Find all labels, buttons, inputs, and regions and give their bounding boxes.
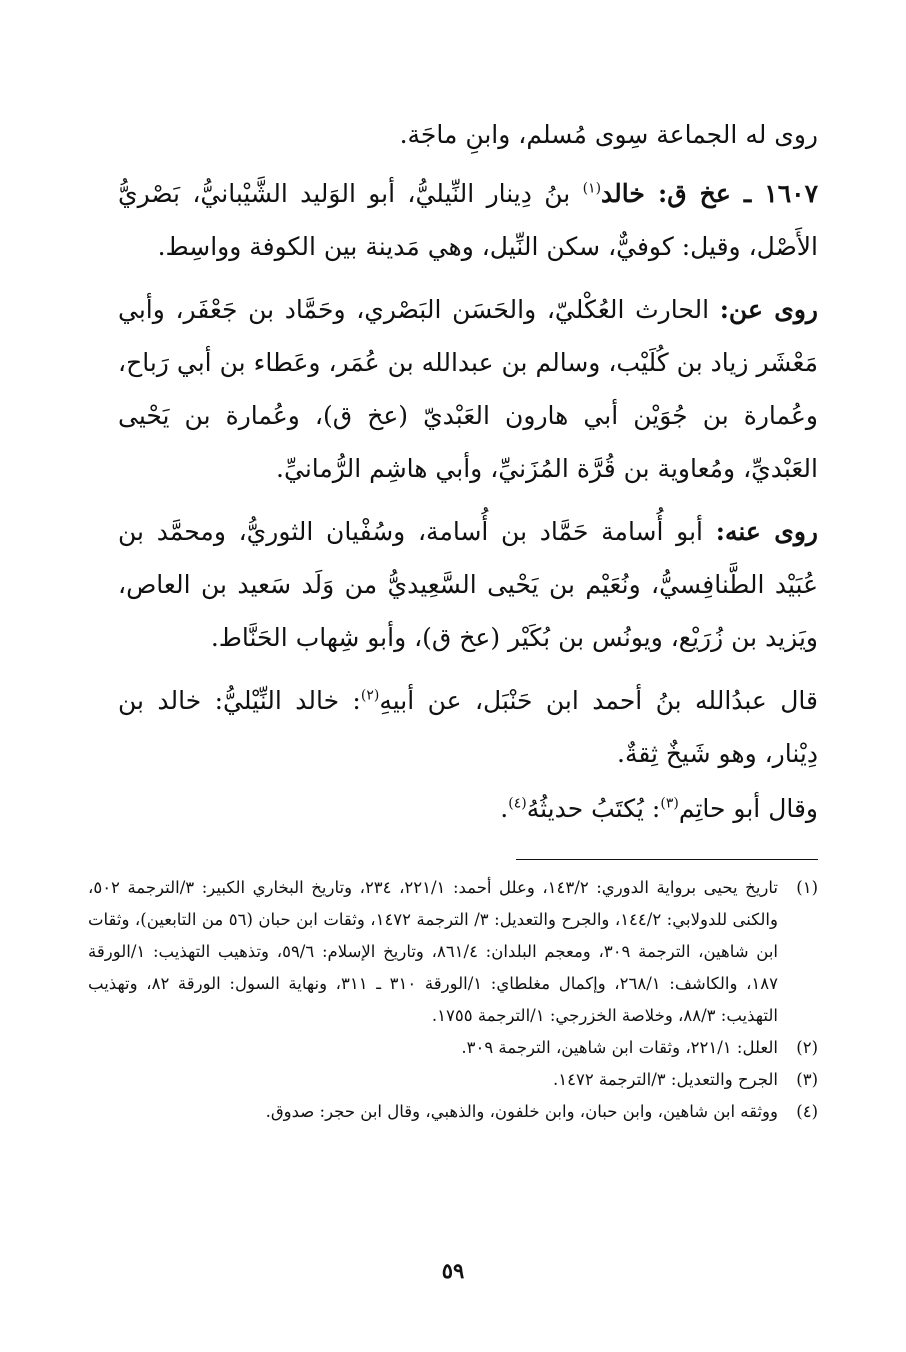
footnote-text: الجرح والتعديل: ٣/الترجمة ١٤٧٢.	[552, 1070, 778, 1089]
footnote-1	[88, 872, 818, 1032]
footnote-3	[88, 1064, 818, 1096]
narrated-from-label: روى عن:	[719, 295, 818, 324]
quote-abu-hatim-paragraph	[118, 782, 818, 835]
narrated-from-text: الحارث العُكْليّ، والحَسَن البَصْري، وحَمَّاد بن جَعْفَر، وأبي مَعْشَر زياد بن كُلَيْب، وسالم بن عبدالله بن عُمَر، وعَطاء بن أبي رَباح، وعُمارة بن جُوَيْن أبي هارون العَبْديّ (عخ ق)، وعُمارة بن يَحْيى العَبْديِّ، ومُعاوية بن قُرَّة المُزَنيِّ، وأبي هاشِم الرُّمانيِّ.	[118, 295, 818, 483]
entry-description: بنُ دِينار النِّيليُّ، أبو الوَليد الشَّيْبانيُّ، بَصْريُّ الأَصْل، وقيل: كوفيٌّ، سكن النِّيل، وهي مَدينة بين الكوفة وواسِط.	[118, 179, 818, 261]
quote-abdullah-text-a: قال عبدُالله بنُ أحمد ابن حَنْبَل، عن أبيهِ	[379, 686, 818, 715]
footnote-text: تاريخ يحيى برواية الدوري: ١٤٣/٢، وعلل أحمد: ٢٢١/١، ٢٣٤، وتاريخ البخاري الكبير: ٣/الترجمة ٥٠٢، والكنى للدولابي: ١٤٤/٢، والجرح والتعديل: ٣/ الترجمة ١٤٧٢، وثقات ابن حبان (٥٦ من التابعين)، وثقات ابن شاهين، الترجمة ٣٠٩، ومعجم البلدان: ٨٦١/٤، وتاريخ الإسلام: ٥٩/٦، وتذهيب التهذيب: ١/الورقة ١٨٧، والكاشف: ٢٦٨/١، وإكمال مغلطاي: ١/الورقة ٣١٠ ـ ٣١١، ونهاية السول: الورقة ٨٢، وتهذيب التهذيب: ٨٨/٣، وخلاصة الخزرجي: ١/الترجمة ١٧٥٥.	[88, 878, 779, 1025]
narrated-by-label: روى عنه:	[715, 517, 819, 546]
narrated-by-paragraph	[118, 505, 818, 664]
footnote-2	[88, 1032, 818, 1064]
quote-abdullah-text-b: : خالد النِّيْليُّ: خالد بن دِيْنار، وهو شَيخٌ ثِقةٌ.	[118, 686, 818, 768]
entry-heading-paragraph	[118, 167, 818, 273]
narrated-from-paragraph	[118, 283, 818, 495]
quote-abu-hatim-text-c: .	[500, 794, 509, 823]
footnote-number: (٢)	[796, 1038, 818, 1057]
footnote-text: ووثقه ابن شاهين، وابن حبان، وابن خلفون، والذهبي، وقال ابن حجر: صدوق.	[265, 1102, 778, 1121]
footnote-ref-2: (٢)	[360, 687, 380, 704]
footnote-number: (٤)	[796, 1102, 818, 1121]
main-text	[118, 108, 818, 835]
narrated-by-text: أبو أُسامة حَمَّاد بن أُسامة، وسُفْيان الثوريُّ، ومحمَّد بن عُبَيْد الطَّنافِسيُّ، ونُعَيْم بن يَحْيى السَّعِيديُّ من وَلَد سَعيد بن العاص، ويَزيد بن زُرَيْع، ويونُس بن بُكَيْر (عخ ق)، وأبو شِهاب الحَنَّاط.	[118, 517, 818, 652]
quote-abu-hatim-text-a: وقال أبو حاتِم	[678, 794, 818, 823]
quote-abdullah-paragraph	[118, 674, 818, 780]
footnote-number: (١)	[796, 878, 818, 897]
page-number: ٥٩	[441, 1258, 465, 1283]
quote-abu-hatim-text-b: : يُكتَبُ حديثُهُ	[526, 794, 661, 823]
footnote-ref-4: (٤)	[508, 795, 527, 812]
footnote-ref-3: (٣)	[660, 795, 679, 812]
footnote-ref-1: (١)	[582, 180, 602, 197]
intro-line: روى له الجماعة سِوى مُسلم، وابنِ ماجَة.	[399, 120, 818, 149]
footnote-number: (٣)	[796, 1070, 818, 1089]
footnote-text: العلل: ٢٢١/١، وثقات ابن شاهين، الترجمة ٣٠٩.	[461, 1038, 778, 1057]
footnote-separator	[516, 859, 818, 860]
footnotes	[88, 872, 818, 1128]
entry-number: ١٦٠٧ ـ عخ ق: خالد	[601, 179, 818, 208]
footnote-4	[88, 1096, 818, 1128]
